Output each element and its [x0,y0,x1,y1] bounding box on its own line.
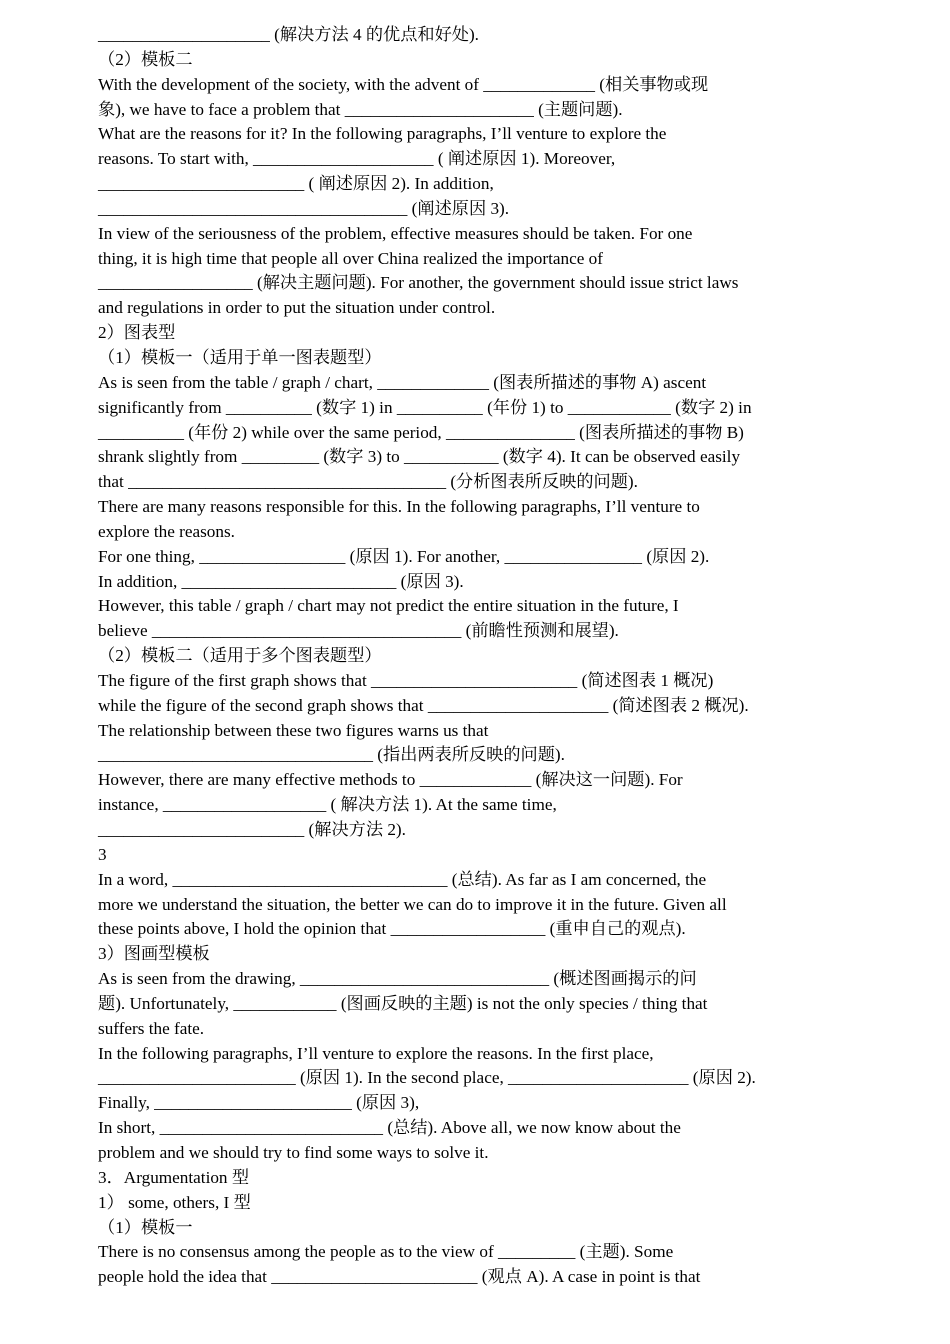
text-line: __________ (年份 2) while over the same period, _______________ (图表所描述的事物 B) [98,422,744,442]
text-line: The figure of the first graph shows that ________________________ (简述图表 1 概况) [98,670,714,690]
section-heading: （1）模板一（适用于单一图表题型） [98,347,382,367]
section-heading: （2）模板二 [98,49,193,69]
text-line: There is no consensus among the people as to the view of _________ (主题). Some [98,1242,674,1262]
text-line: ________________________ ( 阐述原因 2). In addition, [98,174,494,194]
text-line: people hold the idea that ________________________ (观点 A). A case in point is that [98,1267,701,1287]
text-line: What are the reasons for it? In the following paragraphs, I’ll venture to explore the [98,124,667,144]
text-line: For one thing, _________________ (原因 1). For another, ________________ (原因 2). [98,546,710,566]
text-line: suffers the fate. [98,1018,205,1038]
text-line: As is seen from the table / graph / chart, _____________ (图表所描述的事物 A) ascent [98,372,707,392]
text-line: explore the reasons. [98,521,235,541]
text-line: instance, ___________________ ( 解决方法 1). At the same time, [98,795,557,815]
text-line: As is seen from the drawing, _____________________________ (概述图画揭示的问 [98,969,697,989]
text-line: ________________________________ (指出两表所反映的问题). [98,745,565,765]
text-line: and regulations in order to put the situation under control. [98,298,496,318]
text-line: thing, it is high time that people all over China realized the importance of [98,248,603,268]
text-line: _______________________ (原因 1). In the second place, _____________________ (原因 2). [98,1068,756,1088]
text-line: In view of the seriousness of the problem, effective measures should be taken. For one [98,223,693,243]
text-line: that _____________________________________ (分析图表所反映的问题). [98,472,638,492]
text-line: __________________ (解决主题问题). For another, the government should issue strict laws [98,273,739,293]
text-line: The relationship between these two figures warns us that [98,720,489,740]
document-page [98,23,858,1290]
section-heading: 3）图画型模板 [98,944,210,964]
text-line: while the figure of the second graph shows that _____________________ (简述图表 2 概况). [98,695,749,715]
text-line: believe ____________________________________ (前瞻性预测和展望). [98,621,619,641]
text-line: significantly from __________ (数字 1) in __________ (年份 1) to ____________ (数字 2) in [98,397,752,417]
text-line: ________________________ (解决方法 2). [98,820,406,839]
page-number: 3 [98,844,107,864]
section-heading: 3．Argumentation 型 [98,1167,250,1187]
text-line: ____________________________________ (阐述原因 3). [98,198,510,218]
text-line: With the development of the society, with the advent of _____________ (相关事物或现 [98,74,709,94]
text-line: reasons. To start with, _____________________ ( 阐述原因 1). Moreover, [98,149,616,169]
text-line: In the following paragraphs, I’ll venture to explore the reasons. In the first place, [98,1043,654,1063]
text-line: 题). Unfortunately, ____________ (图画反映的主题) is not the only species / thing that [98,993,708,1013]
text-line: shrank slightly from _________ (数字 3) to ___________ (数字 4). It can be observed easily [98,447,741,467]
text-line: In a word, ________________________________ (总结). As far as I am concerned, the [98,869,707,889]
text-line: these points above, I hold the opinion that __________________ (重申自己的观点). [98,919,686,939]
text-line: However, there are many effective methods to _____________ (解决这一问题). For [98,770,683,790]
text-line: 象), we have to face a problem that ______________________ (主题问题). [98,99,623,119]
section-heading: 2）图表型 [98,323,176,343]
text-line: However, this table / graph / chart may not predict the entire situation in the future, I [98,596,679,616]
section-heading: （2）模板二（适用于多个图表题型） [98,646,382,666]
text-line: more we understand the situation, the better we can do to improve it in the future. Given all [98,894,727,914]
text-line: problem and we should try to find some ways to solve it. [98,1142,489,1162]
text-line: In short, __________________________ (总结). Above all, we now know about the [98,1118,681,1138]
text-line: Finally, _______________________ (原因 3), [98,1093,420,1113]
section-heading: （1）模板一 [98,1217,193,1237]
text-line: There are many reasons responsible for this. In the following paragraphs, I’ll venture to [98,497,700,517]
section-heading: 1） some, others, I 型 [98,1192,251,1212]
text-line: ____________________ (解决方法 4 的优点和好处). [98,25,479,44]
text-line: In addition, _________________________ (原因 3). [98,571,464,591]
